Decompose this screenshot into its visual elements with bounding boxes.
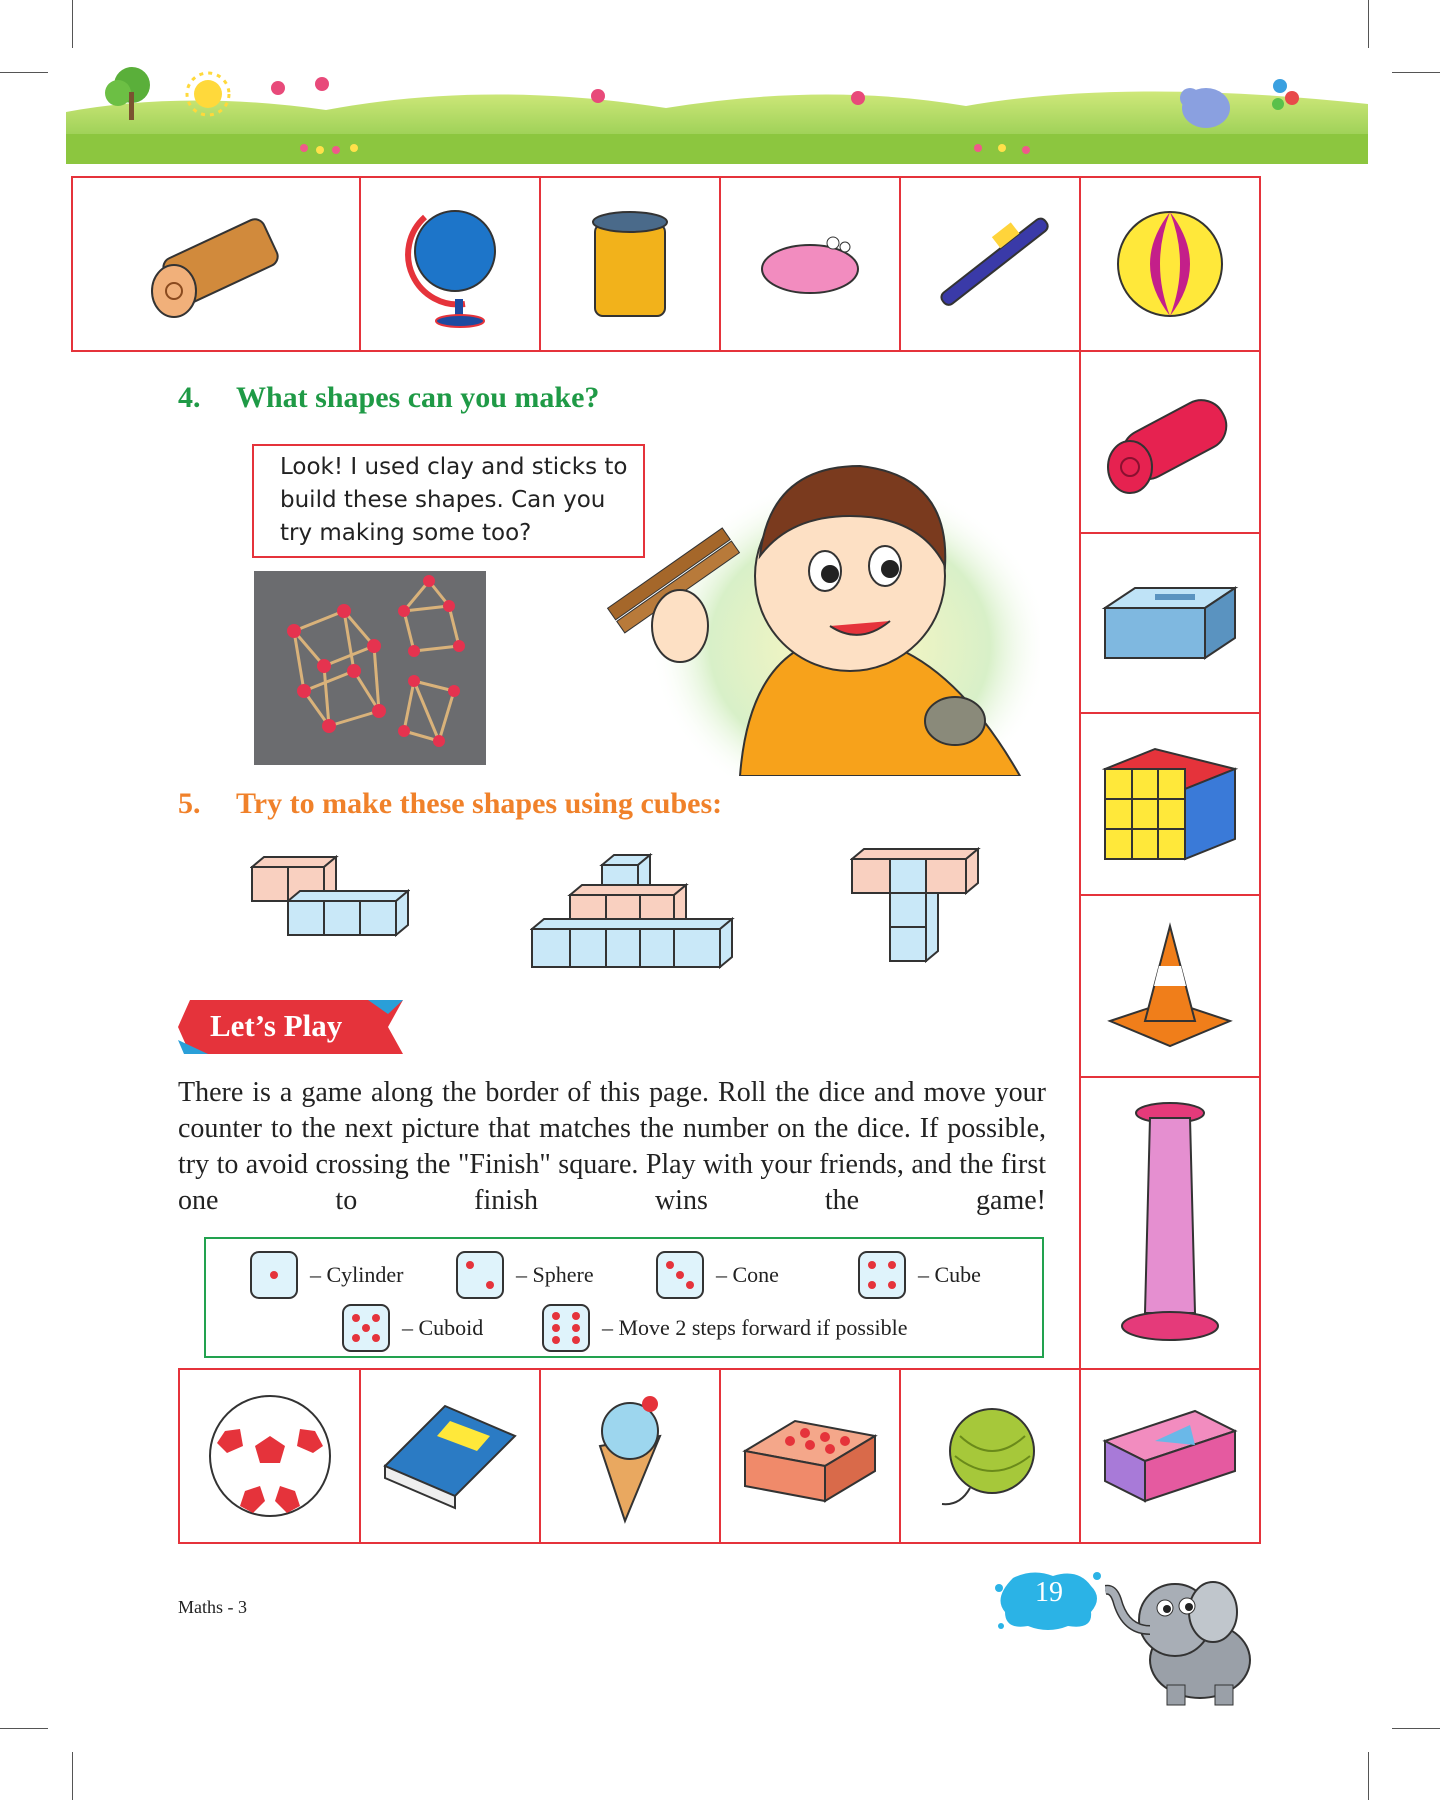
legend-item-cube: – Cube bbox=[858, 1251, 981, 1299]
rolled-mat-icon bbox=[1100, 387, 1240, 497]
log-icon bbox=[146, 209, 286, 319]
cell-brick bbox=[719, 1368, 901, 1544]
game-instructions: There is a game along the border of this page. Roll the dice and move your counter to the next picture that matches the number on the dice. If possible, try to avoid crossing the "Finish" square. Play with your friends, and the first one to finish wins the game! bbox=[178, 1077, 1046, 1216]
legend-item-sphere: – Sphere bbox=[456, 1251, 594, 1299]
cell-globe bbox=[359, 176, 541, 352]
cell-beach-ball bbox=[1079, 176, 1261, 352]
cube-shape-2 bbox=[530, 853, 735, 971]
traffic-cone-icon bbox=[1100, 916, 1240, 1056]
ice-cream-icon bbox=[580, 1386, 680, 1526]
dice-1-icon bbox=[250, 1251, 298, 1299]
dice-2-icon bbox=[456, 1251, 504, 1299]
pen-icon bbox=[920, 204, 1060, 324]
cube-shape-1 bbox=[250, 855, 410, 945]
dice-5-icon bbox=[342, 1304, 390, 1352]
legend-item-cone: – Cone bbox=[656, 1251, 779, 1299]
crop-mark bbox=[1368, 0, 1369, 48]
cell-tissue-box bbox=[1079, 532, 1261, 714]
crop-mark bbox=[0, 72, 48, 73]
cell-geometry-box bbox=[1079, 1368, 1261, 1544]
crop-mark bbox=[1368, 1752, 1369, 1800]
pillar-icon bbox=[1115, 1098, 1225, 1348]
page-number: 19 bbox=[1035, 1577, 1063, 1608]
cell-soap bbox=[719, 176, 901, 352]
footer-book-title: Maths - 3 bbox=[178, 1597, 247, 1617]
book-icon bbox=[375, 1396, 525, 1516]
speech-box: Look! I used clay and sticks to build these shapes. Can you try making some too? bbox=[252, 444, 645, 558]
globe-icon bbox=[395, 199, 505, 329]
cell-traffic-cone bbox=[1079, 894, 1261, 1078]
cell-pen bbox=[899, 176, 1081, 352]
soap-icon bbox=[755, 229, 865, 299]
cell-yarn-ball bbox=[899, 1368, 1081, 1544]
geometry-box-icon bbox=[1095, 1401, 1245, 1511]
dice-3-icon bbox=[656, 1251, 704, 1299]
cell-log bbox=[71, 176, 361, 352]
cube-shape-3 bbox=[850, 847, 982, 965]
dice-6-icon bbox=[542, 1304, 590, 1352]
crop-mark bbox=[72, 1752, 73, 1800]
cell-rubiks-cube bbox=[1079, 712, 1261, 896]
legend-item-cuboid: – Cuboid bbox=[342, 1304, 483, 1352]
crop-mark bbox=[1392, 72, 1440, 73]
cell-book bbox=[359, 1368, 541, 1544]
brick-icon bbox=[735, 1401, 885, 1511]
meadow-banner bbox=[66, 60, 1368, 164]
yarn-ball-icon bbox=[930, 1396, 1050, 1516]
dice-legend bbox=[204, 1237, 1044, 1358]
legend-item-cylinder: – Cylinder bbox=[250, 1251, 404, 1299]
football-icon bbox=[205, 1391, 335, 1521]
clay-sticks-photo bbox=[254, 571, 486, 765]
beach-ball-icon bbox=[1110, 204, 1230, 324]
crop-mark bbox=[72, 0, 73, 48]
lets-play-banner bbox=[178, 1000, 403, 1054]
legend-item-move-forward: – Move 2 steps forward if possible bbox=[542, 1304, 908, 1352]
cell-football bbox=[178, 1368, 361, 1544]
dice-4-icon bbox=[858, 1251, 906, 1299]
tissue-box-icon bbox=[1095, 568, 1245, 678]
cell-pillar bbox=[1079, 1076, 1261, 1370]
boy-illustration bbox=[600, 446, 1040, 776]
cell-jar bbox=[539, 176, 721, 352]
question-5-heading: 5. Try to make these shapes using cubes: bbox=[178, 787, 723, 820]
crop-mark bbox=[0, 1728, 48, 1729]
cell-ice-cream bbox=[539, 1368, 721, 1544]
rubiks-cube-icon bbox=[1095, 739, 1245, 869]
jar-icon bbox=[585, 204, 675, 324]
cell-rolled-towel bbox=[1079, 350, 1261, 534]
question-4-heading: 4. What shapes can you make? bbox=[178, 381, 600, 414]
lets-play-label: Let’s Play bbox=[210, 1008, 343, 1043]
crop-mark bbox=[1392, 1728, 1440, 1729]
elephant-mascot bbox=[1105, 1560, 1265, 1710]
